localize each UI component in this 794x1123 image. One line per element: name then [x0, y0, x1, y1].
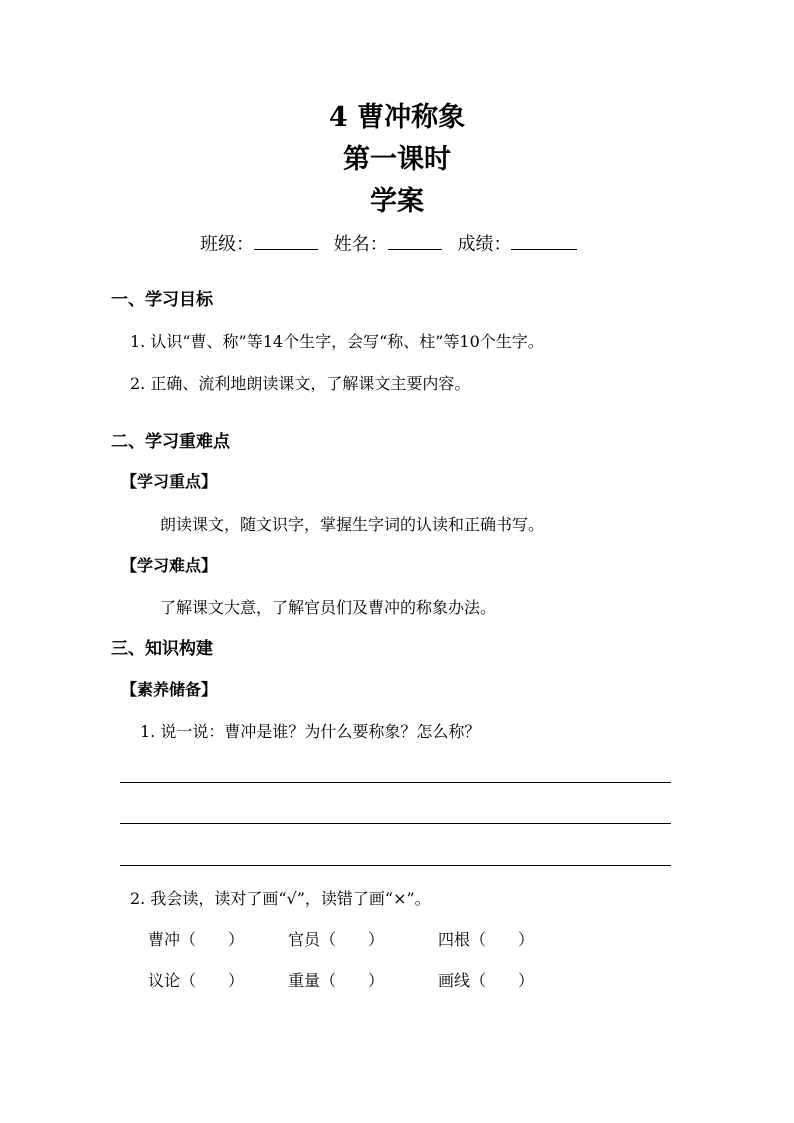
difficulty-text: 了解课文大意，了解官员们及曹冲的称象办法。 — [160, 598, 497, 617]
answer-line-2[interactable] — [120, 823, 671, 824]
lesson-period: 第一课时 — [343, 144, 451, 175]
class-blank[interactable] — [254, 231, 318, 250]
word-item[interactable]: 四根（ ） — [438, 930, 535, 949]
answer-line-1[interactable] — [120, 782, 671, 783]
section-heading-keypoints: 二、学习重难点 — [111, 432, 230, 452]
section-heading-goals: 一、学习目标 — [111, 290, 213, 310]
section-heading-knowledge: 三、知识构建 — [111, 639, 213, 659]
word-item[interactable]: 官员（ ） — [288, 930, 385, 949]
goal-item-1: 1. 认识“曹、称”等14个生字，会写“称、柱”等10个生字。 — [130, 332, 544, 351]
question-2: 2. 我会读，读对了画“√”，读错了画“×”。 — [130, 889, 431, 908]
student-info-row — [200, 231, 587, 258]
class-label: 班级： — [200, 234, 254, 255]
word-item[interactable]: 画线（ ） — [438, 971, 535, 990]
name-blank[interactable] — [388, 231, 442, 250]
word-item[interactable]: 曹冲（ ） — [148, 930, 245, 949]
name-label: 姓名： — [333, 234, 388, 255]
focus-text: 朗读课文，随文识字，掌握生字词的认读和正确书写。 — [160, 515, 545, 534]
difficulty-label: 【学习难点】 — [121, 556, 218, 575]
word-item[interactable]: 议论（ ） — [148, 971, 245, 990]
goal-item-2: 2. 正确、流利地朗读课文，了解课文主要内容。 — [130, 374, 471, 393]
word-item[interactable]: 重量（ ） — [288, 971, 385, 990]
question-1: 1. 说一说：曹冲是谁？为什么要称象？怎么称？ — [140, 722, 481, 741]
lesson-title: 4 曹冲称象 — [328, 102, 466, 133]
focus-label: 【学习重点】 — [121, 472, 218, 491]
answer-line-3[interactable] — [120, 865, 671, 866]
document-kind: 学案 — [370, 186, 424, 217]
score-blank[interactable] — [511, 231, 577, 250]
score-label: 成绩： — [457, 234, 512, 255]
reserve-label: 【素养储备】 — [121, 680, 218, 699]
